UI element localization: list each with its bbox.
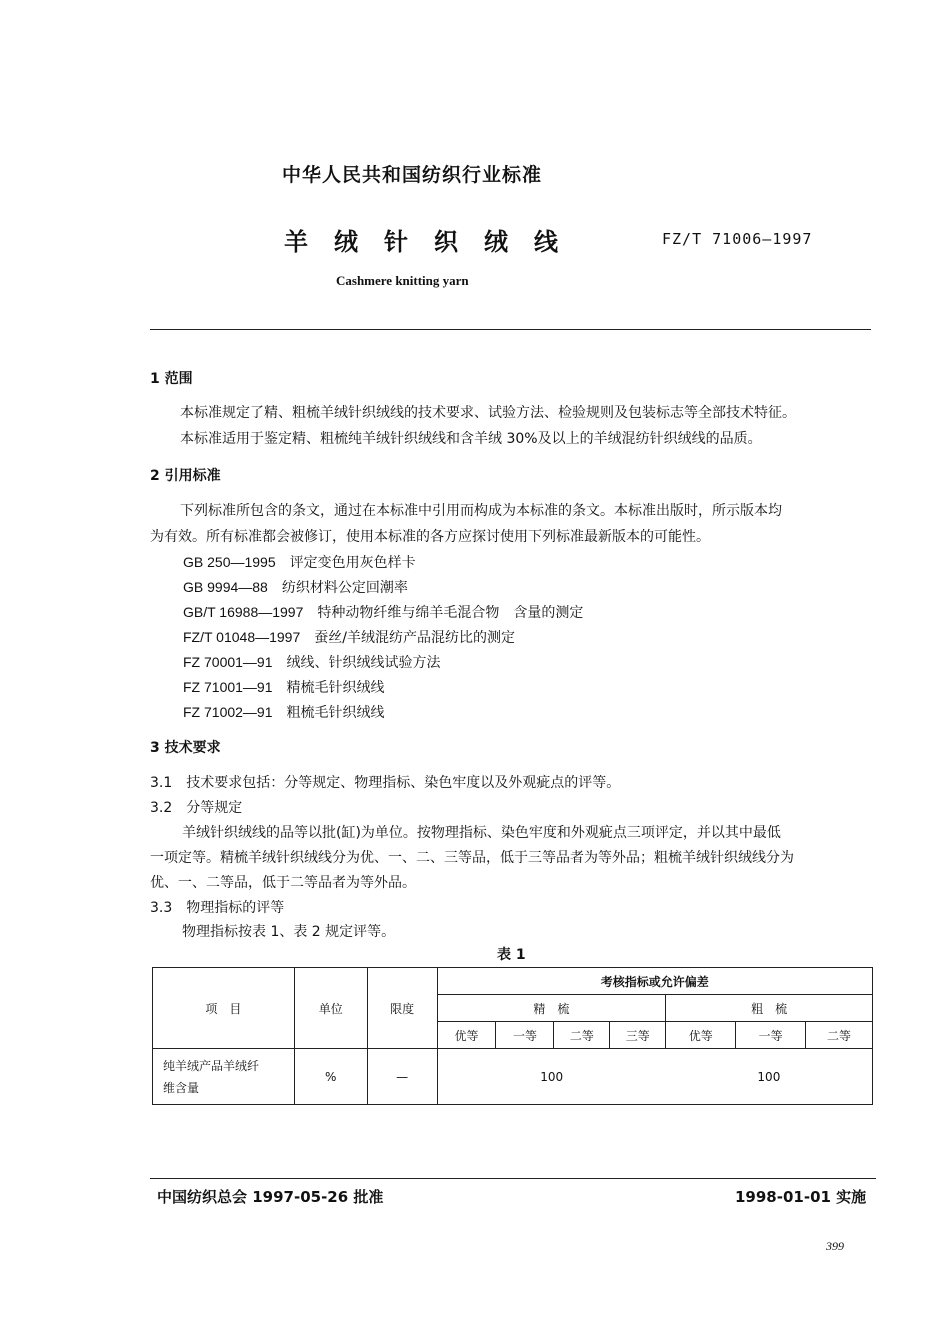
section-1-para-1: 本标准规定了精、粗梳羊绒针织绒线的技术要求、试验方法、检验规则及包装标志等全部技术特征。: [180, 405, 796, 421]
row-worsted-value: 100: [437, 1049, 666, 1105]
grade-worsted-4: 三等: [610, 1022, 666, 1049]
doc-code: FZ/T 71006—1997: [662, 230, 813, 248]
row-limit: —: [367, 1049, 437, 1105]
section-2-heading: 2 引用标准: [150, 468, 221, 484]
ref-code: FZ 71002—91: [183, 704, 273, 720]
row-unit: %: [294, 1049, 367, 1105]
page-number: 399: [826, 1239, 844, 1253]
footer-rule: [150, 1178, 876, 1179]
grade-woolen-2: 一等: [736, 1022, 806, 1049]
ref-item: [183, 577, 408, 597]
section-3-3-para: 物理指标按表 1、表 2 规定评等。: [182, 924, 396, 940]
doc-title-en: Cashmere knitting yarn: [336, 273, 469, 288]
table-header-woolen: 粗 梳: [666, 995, 873, 1022]
row-item-line-2: 维含量: [163, 1080, 200, 1095]
ref-item: [183, 652, 441, 672]
section-1-para-2: 本标准适用于鉴定精、粗梳纯羊绒针织绒线和含羊绒 30%及以上的羊绒混纺针织绒线的品质。: [180, 431, 762, 447]
table-header-limit: 限度: [367, 968, 437, 1049]
section-3-heading: 3 技术要求: [150, 740, 221, 756]
table-header-item: 项 目: [153, 968, 295, 1049]
table-header-unit: 单位: [294, 968, 367, 1049]
ref-title: 特种动物纤维与绵羊毛混合物 含量的测定: [317, 605, 584, 621]
ref-code: GB/T 16988—1997: [183, 604, 304, 620]
ref-title: 蚕丝/羊绒混纺产品混纺比的测定: [314, 630, 515, 646]
section-1-heading: 1 范围: [150, 371, 193, 387]
ref-code: GB 250—1995: [183, 554, 276, 570]
effective-text: 1998-01-01 实施: [735, 1188, 867, 1206]
table-header-worsted: 精 梳: [437, 995, 666, 1022]
doc-title: 羊绒针织绒线: [284, 228, 584, 256]
ref-code: FZ/T 01048—1997: [183, 629, 301, 645]
approval-text: 中国纺织总会 1997-05-26 批准: [157, 1188, 384, 1206]
ref-item: [183, 552, 416, 572]
section-2-para-line-1: 下列标准所包含的条文，通过在本标准中引用而构成为本标准的条文。本标准出版时，所示版本均: [180, 503, 782, 519]
ref-item: [183, 627, 515, 647]
ref-item: [183, 602, 583, 622]
row-item: [153, 1049, 295, 1105]
section-3-1: 3.1 技术要求包括：分等规定、物理指标、染色牢度以及外观疵点的评等。: [150, 775, 621, 791]
grade-worsted-3: 二等: [554, 1022, 610, 1049]
ref-item: [183, 677, 385, 697]
ref-code: FZ 71001—91: [183, 679, 273, 695]
table-1-caption: 表 1: [497, 947, 526, 963]
row-item-line-1: 纯羊绒产品羊绒纤: [163, 1058, 260, 1073]
section-3-2-heading: 3.2 分等规定: [150, 800, 243, 816]
grade-worsted-1: 优等: [437, 1022, 496, 1049]
ref-title: 粗梳毛针织绒线: [286, 705, 385, 721]
ref-title: 纺织材料公定回潮率: [281, 580, 408, 596]
section-3-3-heading: 3.3 物理指标的评等: [150, 900, 285, 916]
ref-code: GB 9994—88: [183, 579, 268, 595]
header-rule: [150, 329, 871, 330]
row-woolen-value: 100: [666, 1049, 873, 1105]
section-3-2-line-3: 优、一、二等品，低于二等品者为等外品。: [150, 875, 416, 891]
ref-code: FZ 70001—91: [183, 654, 273, 670]
grade-worsted-2: 一等: [496, 1022, 554, 1049]
table-header-group: 考核指标或允许偏差: [437, 968, 872, 995]
section-2-para-line-2: 为有效。所有标准都会被修订，使用本标准的各方应探讨使用下列标准最新版本的可能性。: [150, 529, 710, 545]
table-1: [152, 967, 873, 1105]
grade-woolen-3: 二等: [806, 1022, 873, 1049]
section-3-2-line-1: 羊绒针织绒线的品等以批(缸)为单位。按物理指标、染色牢度和外观疵点三项评定，并以其中最低: [182, 825, 781, 841]
section-3-2-line-2: 一项定等。精梳羊绒针织绒线分为优、一、二、三等品，低于三等品者为等外品；粗梳羊绒针织绒线分为: [150, 850, 794, 866]
ref-item: [183, 702, 385, 722]
ref-title: 精梳毛针织绒线: [286, 680, 385, 696]
ref-title: 绒线、针织绒线试验方法: [286, 655, 441, 671]
org-title: 中华人民共和国纺织行业标准: [282, 164, 543, 186]
ref-title: 评定变色用灰色样卡: [289, 555, 416, 571]
table-row: [153, 1049, 873, 1105]
grade-woolen-1: 优等: [666, 1022, 736, 1049]
